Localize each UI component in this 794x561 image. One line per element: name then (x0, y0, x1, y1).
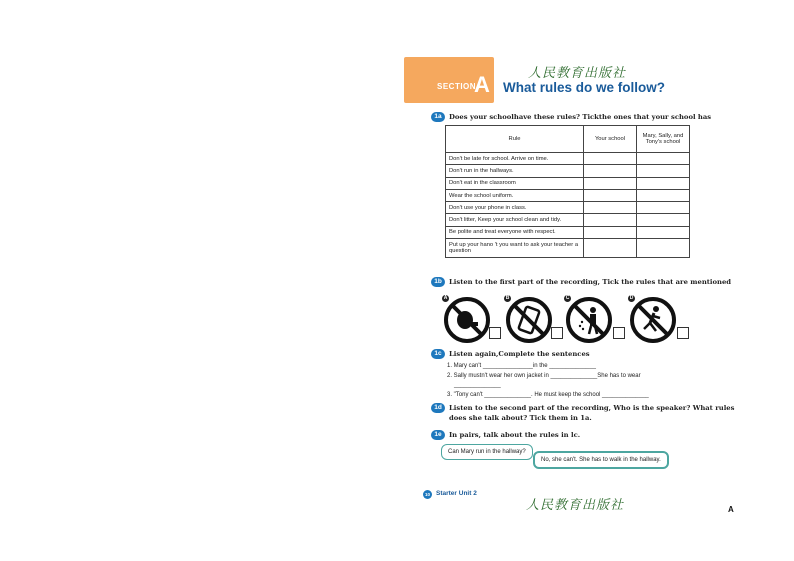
sentence-2-cont: ______________ (454, 382, 501, 388)
sign-letter-b: B (505, 295, 510, 301)
sign-letter-a: A (443, 295, 448, 301)
tick-box-b[interactable] (551, 327, 563, 339)
speech-bubble-question: Can Mary run in the hallway? (441, 444, 533, 460)
tick-cell[interactable] (637, 165, 690, 177)
tick-cell[interactable] (584, 214, 637, 226)
tick-cell[interactable] (637, 202, 690, 214)
table-row: Don't use your phone in class. (446, 202, 690, 214)
no-littering-sign-icon (565, 296, 613, 344)
header-your-school: Your school (584, 126, 637, 153)
tick-cell[interactable] (584, 165, 637, 177)
tick-cell[interactable] (637, 153, 690, 165)
tick-cell[interactable] (637, 226, 690, 238)
instruction-1d-line1: Listen to the second part of the recording, Who is the speaker? What rules (449, 404, 735, 412)
tick-cell[interactable] (584, 153, 637, 165)
tick-cell[interactable] (584, 239, 637, 258)
no-running-sign-icon (629, 296, 677, 344)
sentence-1: 1. Mary can't _______________in the ______________ (447, 363, 596, 369)
tick-cell[interactable] (637, 239, 690, 258)
table-row: Wear the school uniform. (446, 189, 690, 201)
badge-1d: 1d (431, 403, 445, 413)
rules-table (445, 125, 690, 258)
table-row: Don't run in the hallways. (446, 165, 690, 177)
table-row: Be polite and treat everyone with respect. (446, 226, 690, 238)
table-row: Don't eat in the classroom (446, 177, 690, 189)
sign-letter-c: C (565, 295, 570, 301)
section-label: SECTION (437, 82, 477, 91)
page-number: 10 (424, 492, 430, 497)
section-letter: A (474, 72, 490, 97)
badge-1e: 1e (431, 430, 445, 440)
corner-label: A (728, 505, 734, 514)
tick-box-c[interactable] (613, 327, 625, 339)
tick-cell[interactable] (584, 177, 637, 189)
instruction-1e: In pairs, talk about the rules in lc. (449, 431, 581, 439)
badge-1b: 1b (431, 277, 445, 287)
tick-cell[interactable] (584, 202, 637, 214)
page-title: What rules do we follow? (503, 80, 665, 95)
instruction-1c: Listen again,Complete the sentences (449, 350, 590, 358)
sentence-3: 3. "Tony can't ______________. He must keep the school ______________ (447, 392, 649, 398)
unit-label: Starter Unit 2 (436, 490, 477, 497)
instruction-1b: Listen to the first part of the recording, Tick the rules that are mentioned (449, 278, 732, 286)
sign-letter-d: D (629, 295, 634, 301)
instruction-1d-line2: does she talk about? Tick them in 1a. (449, 414, 592, 422)
header-mst-school: Mary, Sally, and Tony's school (637, 126, 690, 153)
table-row: Put up your hano 't you want to ask your teacher a question (446, 239, 690, 258)
no-eating-sign-icon (443, 296, 491, 344)
tick-cell[interactable] (584, 189, 637, 201)
badge-1a: 1a (431, 112, 445, 122)
tick-cell[interactable] (584, 226, 637, 238)
badge-1c: 1c (431, 349, 445, 359)
publisher-logo-bottom: 人民教育出版社 (526, 498, 625, 513)
sentence-2: 2. Sally mustn't wear her own jacket in ______________She has to wear (447, 373, 641, 379)
table-row: Don't litter, Keep your school clean and tidy. (446, 214, 690, 226)
header-rule: Rule (446, 126, 584, 153)
speech-bubble-answer: No, she can't. She has to walk in the hallway. (533, 451, 669, 469)
tick-cell[interactable] (637, 214, 690, 226)
instruction-1a: Does your schoolhave these rules? Tickthe ones that your school has (449, 113, 712, 121)
table-row: Don't be late for school. Arrive on time. (446, 153, 690, 165)
tick-cell[interactable] (637, 189, 690, 201)
tick-cell[interactable] (637, 177, 690, 189)
no-phone-sign-icon (505, 296, 553, 344)
tick-box-a[interactable] (489, 327, 501, 339)
publisher-logo-top: 人民教育出版社 (528, 66, 627, 81)
tick-box-d[interactable] (677, 327, 689, 339)
